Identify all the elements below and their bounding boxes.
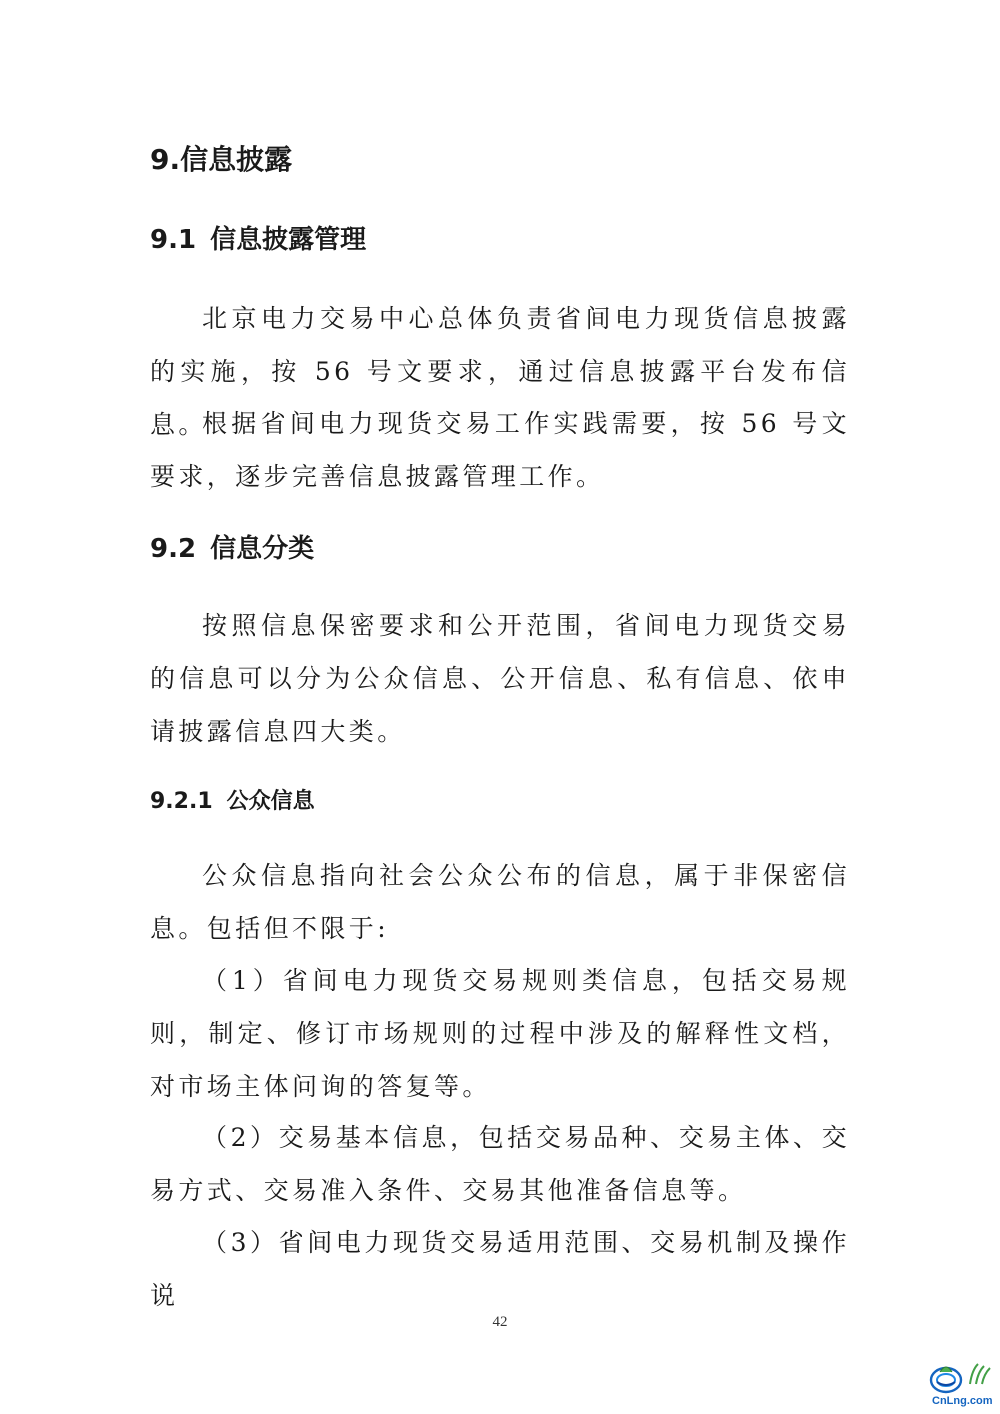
heading-9-info-disclosure: 9.信息披露 [150,143,293,176]
heading-number: 9.2.1 [150,789,213,814]
svg-text:CnLng.com: CnLng.com [932,1395,993,1407]
cnlng-logo-icon [928,1358,994,1408]
paragraph-4: 公众信息指向社会公众公布的信息，属于非保密信息。包括但不限于: [150,861,850,943]
heading-9-2 [150,531,314,567]
heading-title: 公众信息 [226,789,315,814]
page-number: 42 [492,1314,508,1330]
paragraph-2: 根据省间电力现货交易工作实践需要，按 56 号文要求，逐步完善信息披露管理工作。 [150,409,850,491]
heading-9-2-1 [150,786,315,818]
heading-title: 信息分类 [210,534,315,564]
paragraph-3: 按照信息保密要求和公开范围，省间电力现货交易的信息可以分为公众信息、公开信息、私有信息、依申请披露信息四大类。 [150,611,850,746]
heading-number: 9.2 [150,534,197,564]
paragraph-7: （3）省间电力现货交易适用范围、交易机制及操作说 [150,1228,850,1310]
heading-title: 信息披露管理 [210,225,367,255]
heading-number: 9.1 [150,225,197,255]
paragraph-5: （1）省间电力现货交易规则类信息，包括交易规则，制定、修订市场规则的过程中涉及的解释性文档，对市场主体问询的答复等。 [150,966,850,1101]
paragraph-6: （2）交易基本信息，包括交易品种、交易主体、交易方式、交易准入条件、交易其他准备信息等。 [150,1123,850,1205]
heading-9-1 [150,222,366,258]
paragraph-1: 北京电力交易中心总体负责省间电力现货信息披露的实施，按 56 号文要求，通过信息披露平台发布信息。 [150,304,850,439]
